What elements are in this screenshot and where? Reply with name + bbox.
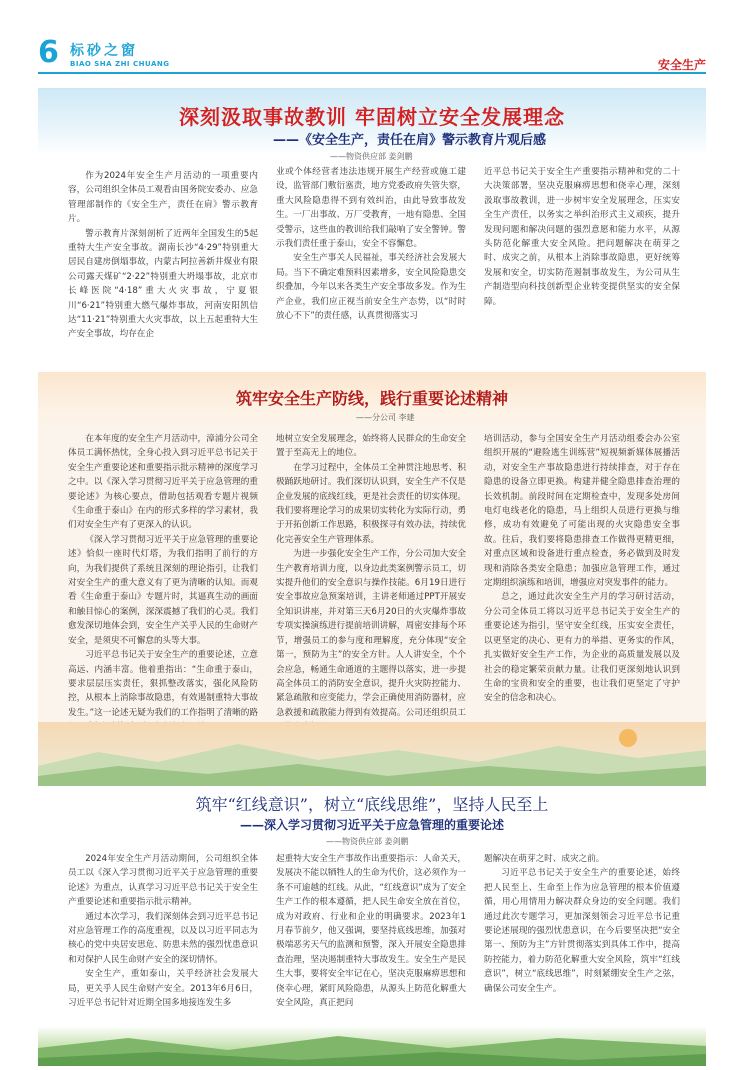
article-red-line xyxy=(38,786,706,1036)
paragraph: 习近平总书记关于安全生产的重要论述，始终把人民至上、生命至上作为应急管理的根本价值遵循，用心用情用力解决群众身边的安全问题。我们通过此次专题学习，更加深刻领会习近平总书记重要论述展现的强烈忧患意识，在今后要坚决把“安全第一、预防为主”方针贯彻落实到具体工作中，提高防控能力，着力防范化解重大安全风险，筑牢“红线意识”，树立“底线思维”，时刻紧绷安全生产之弦，确保公司安全生产。 xyxy=(484,868,680,994)
paragraph: 业或个体经营者违法违规开展生产经营或施工建设，监管部门敷衍塞责，地方党委政府失管失察，重大风险隐患得不到有效纠治，由此导致事故发生。一厂出事故、万厂受教育，一地有隐患、全国受警示，这些血的教训给我们敲响了安全警钟。警示我们责任重于泰山，安全不容懈怠。 xyxy=(276,167,466,250)
hills-icon xyxy=(38,1026,706,1066)
paragraph: 通过本次学习，我们深刻体会到习近平总书记对应急管理工作的高度重视，以及以习近平同志为核心的党中央居安思危、防患未然的强烈忧患意识和对保护人民生命财产安全的深切情怀。 xyxy=(68,911,258,965)
paragraph: 《深入学习贯彻习近平关于应急管理的重要论述》恰似一座时代灯塔，为我们指明了前行的方向，为我们提供了系统且深刻的理论指引，让我们对安全生产的重大意义有了更为清晰的认知。而观看《生命重于泰山》专题片时，其逼真生动的画面和触目惊心的案例，深深震撼了我们的心灵。我们愈发深切地体会到，安全生产关乎人民的生命财产安全，是须臾不可懈怠的头等大事。 xyxy=(68,534,258,646)
paragraph: 地树立安全发展理念，始终将人民群众的生命安全置于至高无上的地位。 xyxy=(276,434,466,459)
article3-column-1 xyxy=(68,852,258,1032)
article3-column-3 xyxy=(484,852,680,1032)
article1-subtitle: ——《安全生产，责任在肩》警示教育片观后感 xyxy=(272,133,546,148)
paragraph: 习近平总书记关于安全生产的重要论述，立意高远、内涵丰富。他着重指出：“生命重于泰山，要求层层压实责任，狠抓整改落实，强化风险防控，从根本上消除事故隐患，有效遏制重特大事故发生。”这一论述无疑为我们的工作指明了清晰的路 xyxy=(68,650,258,718)
article2-column-3 xyxy=(484,432,680,718)
article1-title: 深刻汲取事故教训 牢固树立安全发展理念 xyxy=(179,105,565,129)
paragraph: 作为2024年安全生产月活动的一项重要内容，公司组织全体员工观看由国务院安委办、应急管理部制作的《安全生产，责任在肩》警示教育片。 xyxy=(68,171,258,225)
paragraph: 2024年安全生产月活动期间，公司组织全体员工以《深入学习贯彻习近平关于应急管理的重要论述》为重点，认真学习习近平总书记关于安全生产重要论述和重要指示批示精神。 xyxy=(68,854,258,908)
article-accident-lessons xyxy=(38,88,706,369)
page-header xyxy=(0,0,747,78)
page-number: 6 xyxy=(38,35,59,70)
article1-column-3 xyxy=(484,165,680,367)
article2-column-1 xyxy=(68,432,258,718)
bottom-landscape xyxy=(38,1026,706,1066)
article1-column-1 xyxy=(68,169,258,367)
section-tag: 安全生产 xyxy=(657,58,706,72)
paragraph: 在学习过程中，全体员工全神贯注地思考、积极踊跃地研讨。我们深切认识到，安全生产不仅是企业发展的底线红线，更是社会责任的切实体现。我们要将理论学习的成果切实转化为实际行动，勇于开拓创新工作思路，积极探寻有效办法，持续优化完善安全生产管理体系。 xyxy=(276,462,466,545)
article2-byline: ——分公司 李建 xyxy=(356,413,415,422)
paragraph: 安全生产，重如泰山，关乎经济社会发展大局，更关乎人民生命财产安全。2013年6月6日，习近平总书记针对近期全国多地接连发生多 xyxy=(68,969,258,1009)
paragraph: 总之，通过此次安全生产月的学习研讨活动，分公司全体员工将以习近平总书记关于安全生产的重要论述为指引，坚守安全红线，压实安全责任，以更坚定的决心、更有力的举措、更务实的作风，扎实做好安全生产工作，为企业的高质量发展以及社会的稳定繁荣贡献力量。让我们更深刻地认识到生命的宝贵和安全的重要，也让我们更坚定了守护安全的信念和决心。 xyxy=(484,592,680,704)
paragraph: 题解决在萌芽之时、成灾之前。 xyxy=(484,854,605,864)
paragraph: 培训活动，参与全国安全生产月活动组委会办公室组织开展的“避险逃生训练营”短视频新媒体展播活动，对安全生产事故隐患进行持续排查，对于存在隐患的设备立即更换。构建并健全隐患排查治理的长效机制。前段时间在定期检查中，发现多处房间电灯电线老化的隐患，马上组织人员进行更换与维修，成功有效避免了可能出现的火灾隐患安全事故。往后，我们要将隐患排查工作做得更精更细，对重点区域和设备进行重点检查，务必做到及时发现和消除各类安全隐患；加强应急管理工作，通过定期组织演练和培训，增强应对突发事件的能力。 xyxy=(484,434,680,589)
article3-column-2 xyxy=(276,852,466,1032)
article2-column-2 xyxy=(276,432,466,718)
article1-column-2 xyxy=(276,165,466,367)
article-safety-defense xyxy=(38,372,706,722)
paragraph: 近平总书记关于安全生产重要指示精神和党的二十大决策部署，坚决克服麻痹思想和侥幸心理，深刻汲取事故教训，进一步树牢安全发展理念，压实安全生产责任，以务实之举纠治形式主义顽疾，提升发现问题和解决问题的强烈意愿和能力水平，从源头防范化解重大安全风险。把问题解决在萌芽之时、成灾之前，从根本上消除事故隐患，更好统筹发展和安全，切实防范遏制事故发生，为公司从生产制造型向科技创新型企业转变提供坚实的安全保障。 xyxy=(484,167,680,307)
header-rule xyxy=(38,72,706,74)
paragraph: 安全生产事关人民福祉，事关经济社会发展大局。当下不确定难预料因素增多，安全风险隐患交织叠加，今年以来各类生产安全事故多发。作为生产企业，我们应正视当前安全生产态势，以“时时放心不下”的责任感，认真贯彻落实习 xyxy=(276,253,466,322)
landscape-illustration xyxy=(38,722,706,786)
article2-title: 筑牢安全生产防线，践行重要论述精神 xyxy=(235,389,508,408)
paragraph: 起重特大安全生产事故作出重要指示：人命关天，发展决不能以牺牲人的生命为代价，这必须作为一条不可逾越的红线。从此，“红线意识”成为了安全生产工作的根本遵循，把人民生命安全放在首位，成为对政府、行业和企业的明确要求。2023年1月春节前夕，他又强调，要坚持底线思维，加强对极端恶劣天气的监测和预警，深入开展安全隐患排查治理，坚决遏制重特大事故发生。安全生产是民生大事，要将安全牢记在心，坚决克服麻痹思想和侥幸心理，紧盯风险隐患，从源头上防范化解重大安全风险，真正把问 xyxy=(276,854,466,1009)
article3-title: 筑牢“红线意识”，树立“底线思维”，坚持人民至上 xyxy=(195,795,549,814)
paragraph: 警示教育片深刻剖析了近两年全国发生的5起重特大生产安全事故。湖南长沙“4·29”特别重大居民自建房倒塌事故，内蒙古阿拉善新井煤业有限公司露天煤矿“2·22”特别重大坍塌事故，北京市长峰医院“4·18”重大火灾事故，宁夏银川“6·21”特别重大燃气爆炸事故，河南安阳凯信达“11·21”特别重大火灾事故，以上五起重特大生产安全事故，均存在企 xyxy=(68,228,258,340)
mountain-icon xyxy=(38,722,706,786)
article1-byline: ——物资供应部 姜剑鹏 xyxy=(330,152,413,161)
column-name: 标砂之窗 xyxy=(70,43,138,59)
paragraph: 在本年度的安全生产月活动中，漳浦分公司全体员工满怀热忱，全身心投入到习近平总书记关于安全生产重要论述和重要指示批示精神的深度学习之中。以《深入学习贯彻习近平关于应急管理的重要论述》为核心要点，借助包括观看专题片视频《生命重于泰山》在内的形式多样的学习素材，我们对安全生产有了更深入的认识。 xyxy=(68,434,258,531)
article3-byline: ——物资供应部 姜剑鹏 xyxy=(326,837,409,846)
paragraph: 为进一步强化安全生产工作，分公司加大安全生产教育培训力度，以身边此类案例警示员工，切实提升他们的安全意识与操作技能。6月19日进行安全事故应急预案培训，主讲老师通过PPT开展安全知识讲座，并对第三天6月20日的火灾爆炸事故专项实操演练进行提前培训讲解，周密安排每个环节，增强员工的参与度和理解度，充分体现“安全第一，预防为主”的安全方针。人人讲安全，个个会应急，畅通生命通道的主题得以落实，进一步提高全体员工的消防安全意识，提升火灾防控能力、紧急疏散和应变能力，学会正确使用消防器材，应急救援和疏散能力得到有效提高。公司还组织员工 xyxy=(276,549,466,718)
column-name-en: BIAO SHA ZHI CHUANG xyxy=(70,60,170,68)
article3-subtitle: ——深入学习贯彻习近平关于应急管理的重要论述 xyxy=(239,818,504,832)
